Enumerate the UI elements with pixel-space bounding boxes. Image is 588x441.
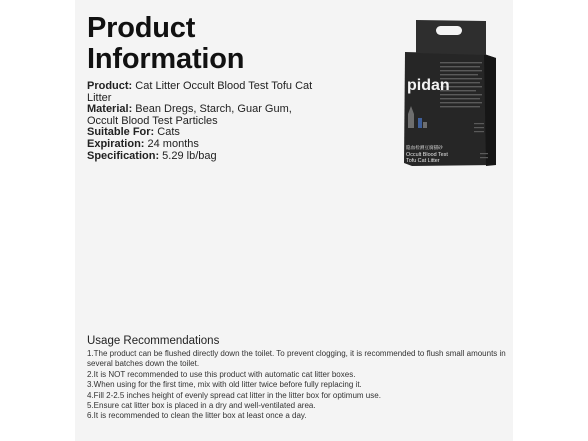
usage-item: 2.It is NOT recommended to use this product with automatic cat litter boxes.: [87, 369, 356, 379]
usage-item: 4.Fill 2-2.5 inches height of evenly spread cat litter in the litter box for optimum use.: [87, 390, 381, 400]
usage-list: [87, 349, 507, 422]
usage-item: 5.Ensure cat litter box is placed in a dry and well-ventilated area.: [87, 401, 316, 411]
title-line-1: Product: [87, 12, 196, 44]
usage-section: [87, 335, 507, 422]
spec-material: [87, 104, 322, 127]
spec-label: Suitable For:: [87, 126, 155, 139]
spec-label: Expiration:: [87, 137, 145, 150]
product-image: [402, 18, 498, 167]
bag-brand: pidan: [407, 77, 450, 94]
bag-name-cn: 隐血检测豆腐猫砂: [406, 146, 443, 151]
handle-hole: [436, 26, 462, 35]
bag-name-line-1: Occult Blood Test: [406, 152, 448, 158]
title-line-2: Information: [87, 43, 245, 75]
usage-item: 1.The product can be flushed directly down the toilet. To prevent clogging, it is recommended to flush small amounts in several batches down the toilet.: [87, 349, 506, 369]
spec-label: Material:: [87, 103, 133, 116]
page-title: [87, 13, 244, 75]
spec-value: Cat Litter Occult Blood Test Tofu Cat Litter: [87, 80, 313, 104]
usage-item: 6.It is recommended to clean the litter box at least once a day.: [87, 411, 307, 421]
spec-product: [87, 81, 322, 104]
litter-bag-illustration: [402, 18, 498, 167]
spec-label: Specification:: [87, 149, 160, 162]
spec-specification: [87, 151, 322, 163]
spec-value: 5.29 lb/bag: [159, 149, 217, 162]
spec-value: Bean Dregs, Starch, Guar Gum, Occult Blood Test Particles: [87, 103, 292, 127]
bag-name-line-2: Tofu Cat Litter: [406, 158, 440, 164]
usage-title: Usage Recommendations: [87, 335, 220, 347]
spec-value: Cats: [154, 126, 180, 139]
usage-item: 3.When using for the first time, mix with old litter twice before fully replacing it.: [87, 380, 362, 390]
spec-value: 24 months: [144, 137, 199, 150]
product-spec-list: [87, 81, 322, 162]
spec-label: Product:: [87, 80, 133, 92]
